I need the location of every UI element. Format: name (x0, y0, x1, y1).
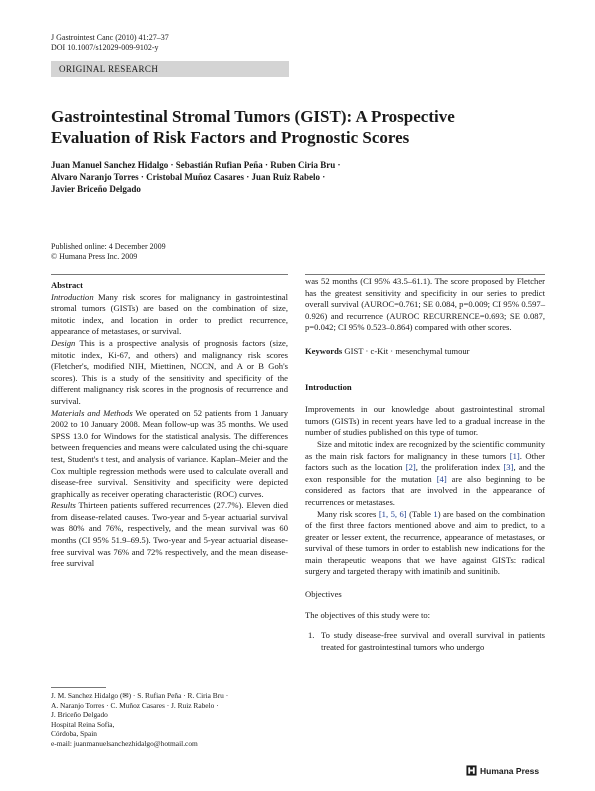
footnote-line: J. M. Sanchez Hidalgo (✉) · S. Rufian Peña · R. Ciria Bru · (51, 691, 229, 700)
paragraph-text: . Other factors such as the location (305, 450, 545, 473)
abstract-text: Many risk scores for malignancy in gastrointestinal stromal tumors (GISTs) are based on the combination of size, mitotic index, and location in order to predict recurrence, appearance of metastases, or survival. (51, 291, 288, 337)
introduction-paragraph (305, 439, 545, 509)
paragraph-text: (Table (406, 508, 434, 519)
doi: DOI 10.1007/s12029-009-9102-y (51, 43, 159, 52)
objectives-intro: The objectives of this study were to: (305, 609, 431, 620)
paragraph-text: Size and mitotic index are recognized by the scientific community as the main risk factors for malignancy in these tumors (305, 438, 545, 461)
abstract-heading: Abstract (51, 280, 83, 290)
list-item (305, 630, 545, 653)
footnote-divider (51, 687, 106, 688)
citation-link[interactable]: [2] (405, 462, 416, 473)
paragraph-text: are also beginning to be considered as factors that are involved in the appearance of recurrences or metastases. (305, 473, 545, 507)
citation-link[interactable]: [1] (509, 450, 520, 461)
abstract-results-continued: was 52 months (CI 95% 43.5–61.1). The score proposed by Fletcher has the greatest sensitivity and specificity in our series to predict overall survival (AUROC=0.761; SE 0.084, p=0.009; CI 95% 0.597–0.926) and recurrence (AUROC RECURRENCE=0.693; SE 0.087, p=0.042; CI 95% 0.523–0.864) compared with other scores. (305, 276, 545, 333)
author-line: Juan Manuel Sanchez Hidalgo · Sebastián Rufian Peña · Ruben Ciria Bru · (51, 160, 341, 170)
abstract-design (51, 338, 288, 408)
citation-link[interactable]: [3] (503, 462, 514, 473)
footnote-line: Córdoba, Spain (51, 729, 97, 739)
published-date: Published online: 4 December 2009 (51, 242, 166, 251)
keywords-label: Keywords (305, 345, 343, 356)
objectives-list (305, 630, 545, 653)
introduction-heading: Introduction (305, 381, 352, 392)
table-link[interactable]: 1 (433, 508, 438, 519)
publisher-name: Humana Press (480, 765, 540, 776)
paragraph-text: ) are based on the combination of the first three factors mentioned above and aim to predict, to a greater or lesser extent, the recurrence, appearance of metastases, or survival of these tumors in order to establish new indications for the main therapeutic weapons that we have against GISTs: radical surgery and targeted therapy with imatinib and sunitinib. (305, 508, 545, 577)
abstract-text: We operated on 52 patients from 1 January 2002 to 10 January 2008. Mean follow-up was 35 months. We used SPSS 13.0 for Windows for the statistical analysis. The differences between frequencies and means were calculated using the chi-square test, Student's t test, and analysis of variance. Kaplan–Meier and the Cox multiple regression methods were used to calculate overall and disease-free survival. Sensitivity and specificity were depicted graphically as receiver operating characteristic (ROC) curves. (51, 407, 289, 499)
abstract-label: Materials and Methods (51, 407, 133, 418)
paragraph-text: , the proliferation index (415, 462, 504, 473)
list-number: 1. (308, 630, 315, 641)
abstract-label: Results (51, 500, 76, 511)
abstract-section (51, 280, 288, 570)
abstract-results (51, 500, 288, 570)
right-column (305, 276, 545, 653)
divider (305, 274, 545, 275)
introduction-paragraph (305, 509, 545, 579)
keywords (305, 346, 545, 358)
abstract-text: This is a prospective analysis of prognosis factors (size, mitotic index, Ki-67, and others) and malignancy risk scores (Fletcher's, modified NIH, Miettinen, NCCN, and A or B Goh's scores). This is a study of the sensitivity and specificity of the different malignancy risk scores in the prognosis of recurrence and survival. (51, 337, 288, 406)
abstract-introduction (51, 292, 288, 338)
footnote-line: J. Briceño Delgado (51, 710, 108, 720)
citation-link[interactable]: [4] (436, 473, 447, 484)
publication-info (51, 242, 166, 262)
list-item-text: To study disease-free survival and overall survival in patients treated for gastrointestinal tumors who undergo (321, 630, 545, 652)
author-email[interactable]: e-mail: juanmanuelsanchezhidalgo@hotmail.com (51, 738, 198, 748)
abstract-label: Introduction (51, 291, 94, 302)
paragraph-text: , and the exon responsible for the mutation (305, 462, 545, 484)
keywords-text: GIST · c-Kit · mesenchymal tumour (342, 345, 470, 356)
article-type-banner: ORIGINAL RESEARCH (51, 61, 289, 77)
author-list (51, 159, 531, 195)
article-title (51, 106, 551, 148)
divider (51, 274, 288, 275)
footnote-line: Hospital Reina Sofía, (51, 719, 115, 729)
abstract-text: Thirteen patients suffered recurrences (27.7%). Eleven died from disease-related causes. Two-year and 5-year actuarial survival was 80% and 76%, respectively, and the mean survival was 60 months (CI 95% 51.9–69.5). Two-year and 5-year actuarial disease-free survival was 76% and 72% respectively, and the mean disease-free survival (51, 500, 288, 569)
introduction-paragraph: Improvements in our knowledge about gastrointestinal stromal tumors (GISTs) in recent years have led to a gradual increase in the number of studies published on this type of tumor. (305, 404, 545, 438)
objectives-heading: Objectives (305, 589, 342, 600)
title-line: Gastrointestinal Stromal Tumors (GIST): A Prospective (51, 107, 455, 126)
abstract-methods (51, 408, 288, 501)
footnote-line: A. Naranjo Torres · C. Muñoz Casares · J. Ruiz Rabelo · (51, 700, 219, 710)
author-line: Alvaro Naranjo Torres · Cristobal Muñoz Casares · Juan Ruiz Rabelo · (51, 172, 326, 182)
citation-link[interactable]: [1, 5, 6] (378, 508, 407, 519)
paragraph-text: Many risk scores (317, 508, 379, 519)
humana-press-logo-icon (466, 765, 477, 776)
journal-citation (51, 33, 169, 53)
publisher-logo (466, 765, 539, 776)
author-line: Javier Briceño Delgado (51, 184, 141, 194)
author-affiliation-footnote (51, 691, 288, 749)
journal-reference: J Gastrointest Canc (2010) 41:27–37 (51, 33, 169, 42)
copyright: © Humana Press Inc. 2009 (51, 252, 138, 261)
title-line: Evaluation of Risk Factors and Prognostic Scores (51, 128, 410, 147)
abstract-label: Design (51, 337, 76, 348)
